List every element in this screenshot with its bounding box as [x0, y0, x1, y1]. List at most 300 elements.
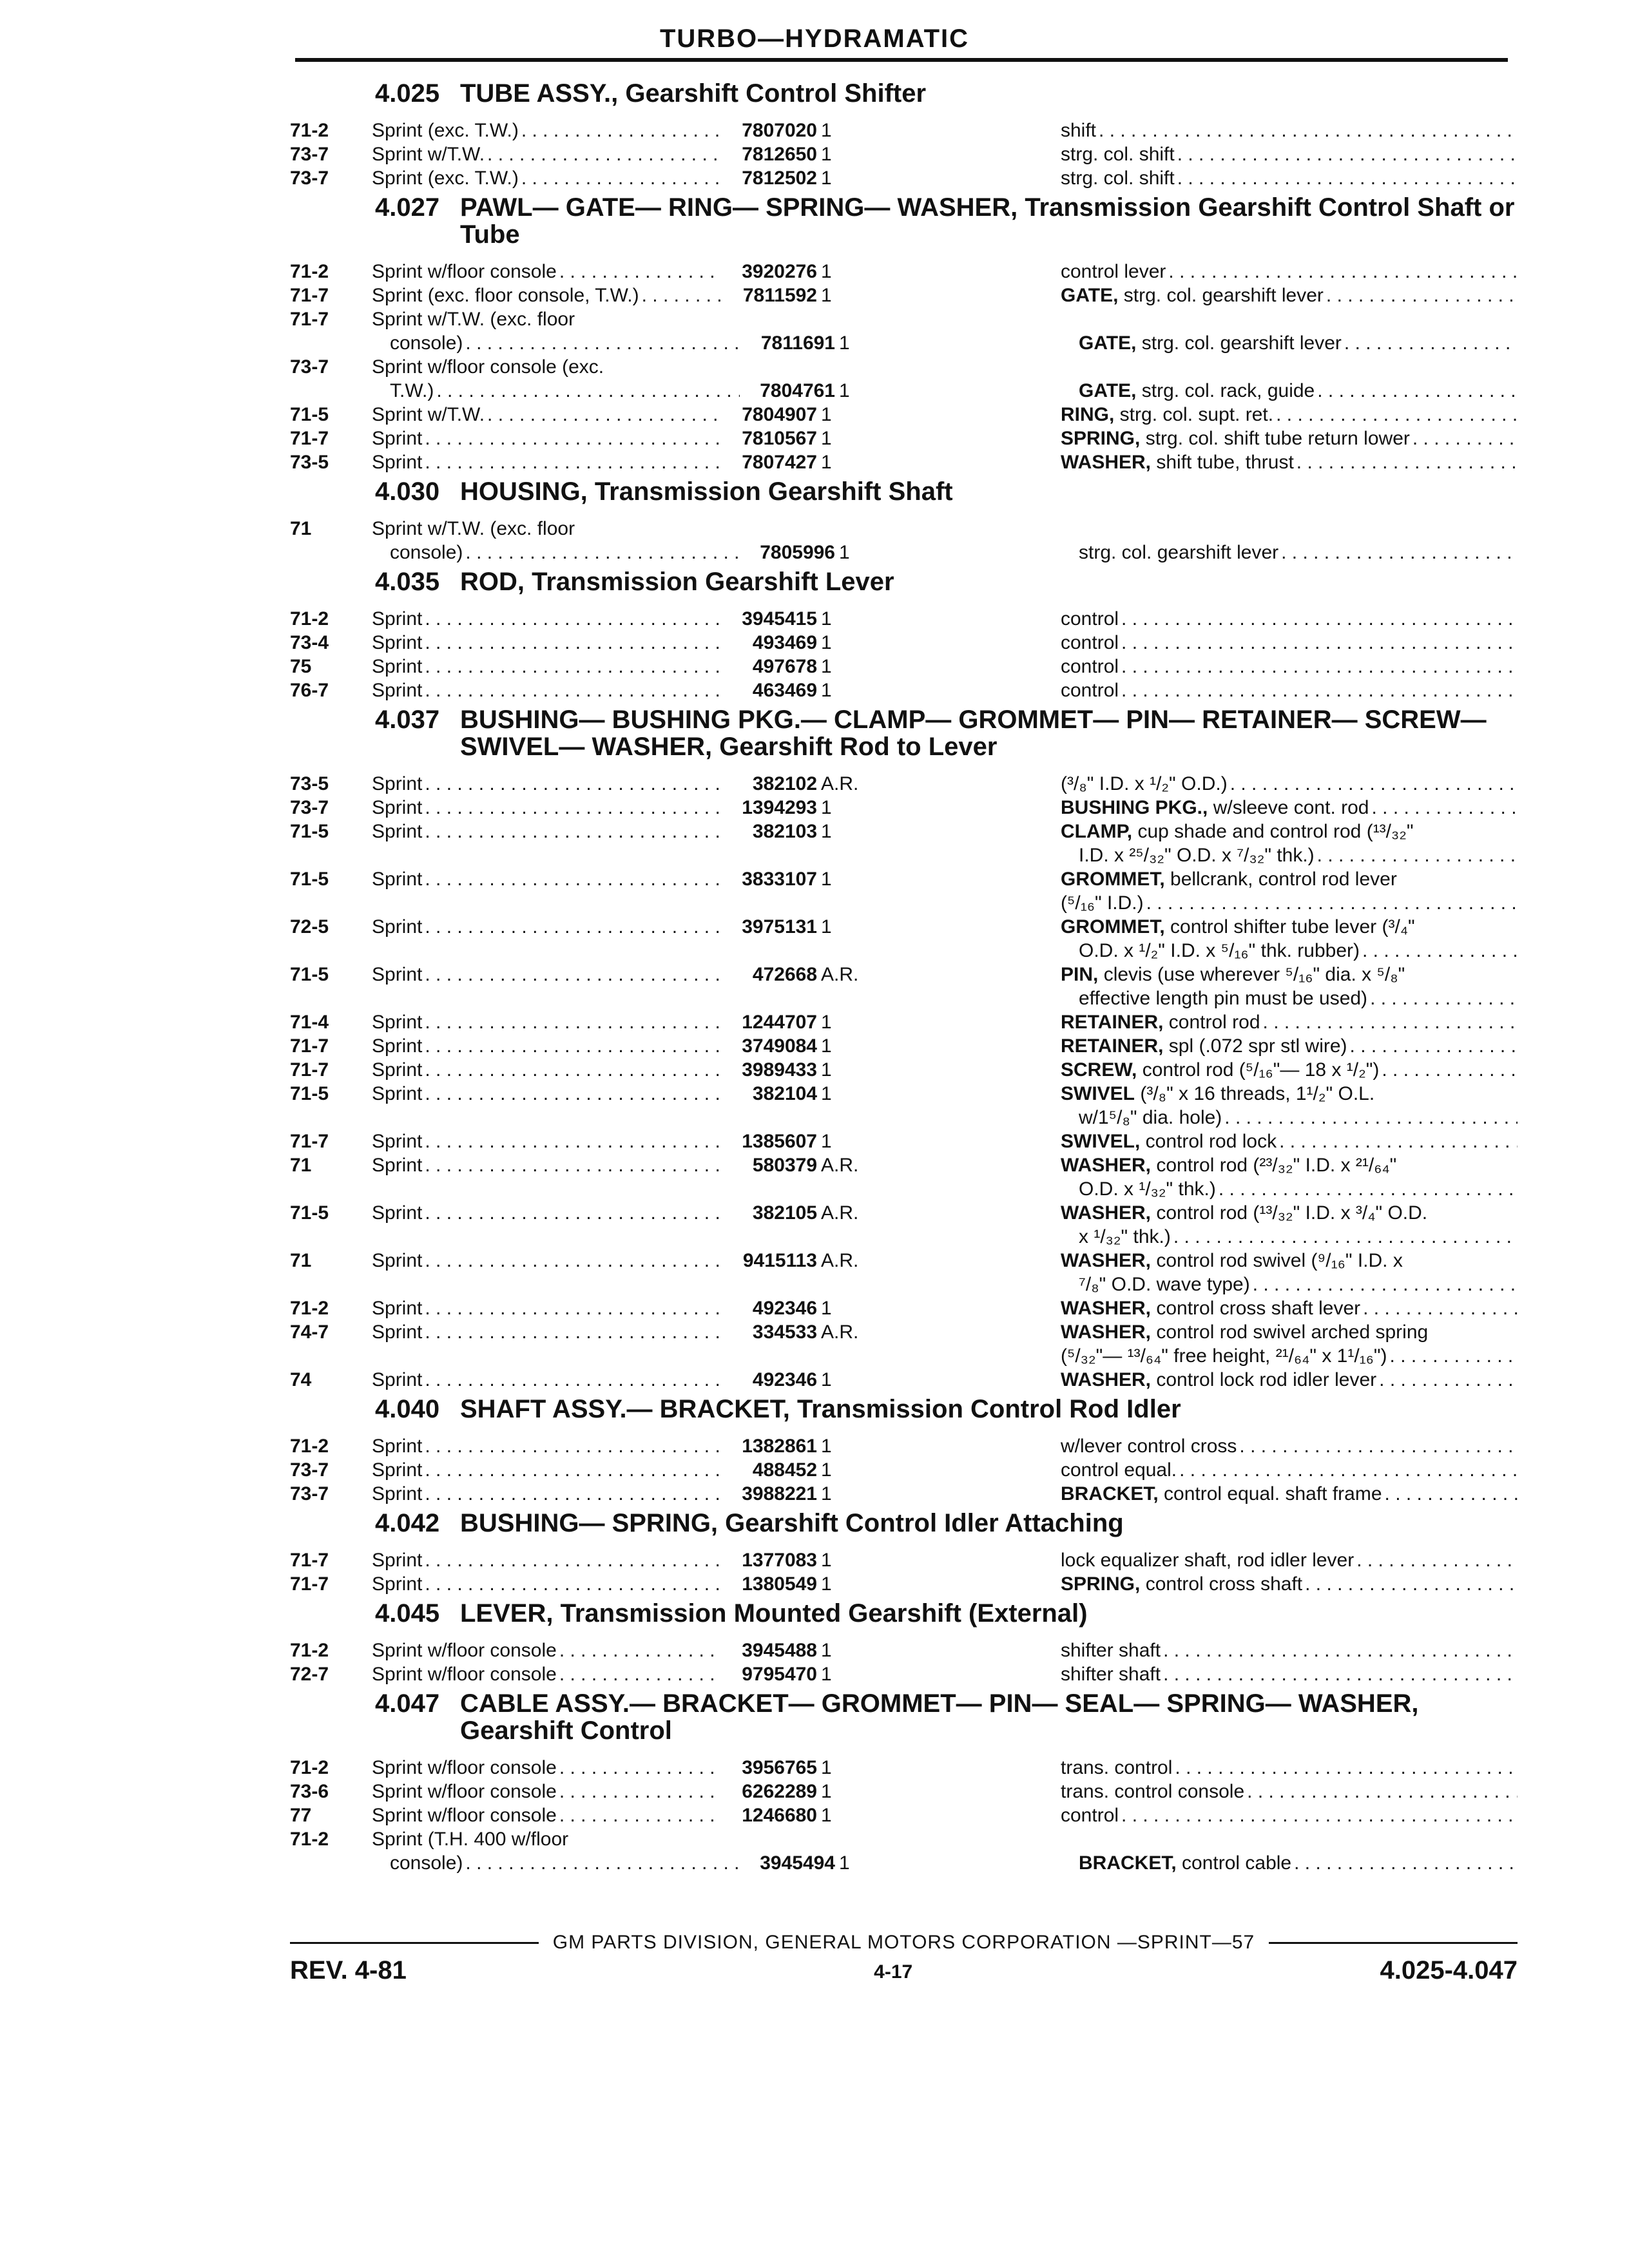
description-detail: (³/₈" x 16 threads, 1¹/₂" O.L.	[1135, 1083, 1375, 1104]
part-row	[290, 1273, 1518, 1296]
description-cell	[1061, 939, 1518, 963]
section-4-040	[290, 1396, 1518, 1506]
part-row	[290, 1296, 1518, 1320]
description-detail: w/lever control cross	[1061, 1436, 1237, 1457]
model-cell	[372, 1548, 722, 1572]
description-detail: O.D. x ¹/₂" I.D. x ⁵/₁₆" thk. rubber)	[1079, 940, 1360, 961]
model-cell	[372, 820, 722, 843]
part-row	[290, 843, 1518, 867]
description-cell	[1061, 1482, 1518, 1506]
leader-dots	[422, 772, 722, 796]
description-detail: control rod swivel (⁹/₁₆" I.D. x	[1151, 1250, 1403, 1271]
quantity: 1	[821, 1550, 832, 1571]
leader-dots	[1222, 1106, 1518, 1129]
model-name: console)	[390, 542, 463, 563]
part-number: 6262289	[742, 1781, 817, 1802]
quantity: 1	[821, 1298, 832, 1319]
footer-line	[290, 1932, 1518, 1954]
description-detail: strg. col. shift	[1061, 168, 1175, 189]
part-row	[290, 986, 1518, 1010]
part-row	[290, 1780, 1518, 1803]
model-name: Sprint	[372, 1298, 423, 1319]
description-detail: (³/₈" I.D. x ¹/₂" O.D.)	[1061, 773, 1228, 794]
part-number: 7811592	[742, 285, 817, 306]
leader-dots	[422, 655, 722, 678]
revision-label: REV. 4-81	[290, 1956, 407, 1984]
model-name: Sprint	[372, 1369, 423, 1390]
description-text	[1061, 1803, 1119, 1827]
section-range: 4.025-4.047	[1380, 1956, 1518, 1984]
leader-dots	[1216, 1177, 1518, 1201]
description-cell	[1061, 915, 1518, 939]
description-detail: shift tube, thrust	[1151, 452, 1294, 473]
model-cell	[372, 450, 722, 474]
quantity: 1	[821, 285, 832, 306]
part-number: 1246680	[742, 1805, 817, 1826]
model-years: 71	[290, 518, 312, 539]
description-text	[1061, 915, 1415, 939]
description-cell	[1061, 891, 1518, 915]
description-keyword: RING,	[1061, 404, 1115, 425]
model-name: Sprint w/floor console	[372, 1757, 557, 1778]
description-text	[1061, 1482, 1382, 1506]
leader-dots	[1119, 631, 1518, 655]
description-text	[1061, 1129, 1277, 1153]
leader-dots	[519, 119, 722, 142]
model-name: Sprint	[372, 680, 423, 701]
model-cell	[372, 331, 740, 355]
description-cell	[1061, 843, 1518, 867]
section-title: SHAFT ASSY.— BRACKET, Transmission Control Rod Idler	[460, 1395, 1181, 1423]
model-years: 71-2	[290, 1757, 329, 1778]
quantity: 1	[821, 797, 832, 818]
part-row	[290, 939, 1518, 963]
quantity: 1	[821, 1640, 832, 1661]
model-cell	[372, 1058, 722, 1082]
leader-dots	[422, 1129, 722, 1153]
part-row	[290, 1803, 1518, 1827]
description-keyword: BUSHING PKG.,	[1061, 797, 1208, 818]
model-name: T.W.)	[390, 380, 434, 401]
section-number: 4.030	[375, 477, 440, 506]
model-years: 74-7	[290, 1321, 329, 1343]
leader-dots	[1360, 939, 1518, 963]
quantity: 1	[821, 1805, 832, 1826]
quantity: 1	[821, 1757, 832, 1778]
part-number: 1385607	[742, 1131, 817, 1152]
part-row	[290, 1851, 1518, 1875]
leader-dots	[422, 1482, 722, 1506]
description-cell	[1061, 1296, 1518, 1320]
model-cell	[372, 1458, 722, 1482]
part-row	[290, 1058, 1518, 1082]
leader-dots	[557, 1639, 722, 1662]
model-years: 71-7	[290, 285, 329, 306]
leader-dots	[422, 1082, 722, 1106]
leader-dots	[422, 796, 722, 820]
part-row	[290, 1106, 1518, 1129]
part-number: 497678	[752, 656, 817, 677]
model-years: 71	[290, 1155, 312, 1176]
leader-dots	[422, 1201, 722, 1225]
description-keyword: GROMMET,	[1061, 869, 1165, 890]
part-row	[290, 1153, 1518, 1177]
part-row	[290, 1177, 1518, 1201]
leader-dots	[422, 1296, 722, 1320]
description-detail: w/sleeve cont. rod	[1208, 797, 1369, 818]
section-heading	[290, 1396, 1518, 1423]
model-cell	[372, 403, 722, 427]
part-row	[290, 331, 1518, 355]
quantity: A.R.	[821, 1155, 859, 1176]
section-title: BUSHING— SPRING, Gearshift Control Idler Attaching	[460, 1509, 1124, 1537]
footer-bottom	[290, 1956, 1518, 1985]
description-detail: trans. control console	[1061, 1781, 1245, 1802]
description-cell	[1061, 1225, 1518, 1249]
model-name: Sprint	[372, 1202, 423, 1224]
leader-dots	[1379, 1058, 1518, 1082]
model-years: 71-2	[290, 120, 329, 141]
quantity: 1	[839, 1852, 850, 1874]
model-years: 71-7	[290, 1573, 329, 1595]
quantity: 1	[821, 656, 832, 677]
description-detail: bellcrank, control rod lever	[1164, 869, 1397, 890]
description-detail: control	[1061, 680, 1119, 701]
model-years: 73-7	[290, 144, 329, 165]
description-cell	[1061, 655, 1518, 678]
description-cell	[1061, 1662, 1518, 1686]
description-cell	[1061, 1273, 1518, 1296]
leader-dots	[557, 1756, 722, 1780]
description-detail: shift	[1061, 120, 1097, 141]
model-years: 71	[290, 1250, 312, 1271]
part-number: 7811691	[760, 332, 835, 354]
description-cell	[1061, 1201, 1518, 1225]
description-keyword: WASHER,	[1061, 452, 1152, 473]
part-number: 382104	[752, 1083, 817, 1104]
model-name: console)	[390, 1852, 463, 1874]
leader-dots	[1119, 678, 1518, 702]
description-text	[1061, 119, 1096, 142]
description-cell	[1061, 796, 1518, 820]
description-cell	[1061, 1756, 1518, 1780]
model-name: Sprint w/T.W.	[372, 404, 485, 425]
part-row	[290, 517, 1518, 541]
description-keyword: SCREW,	[1061, 1059, 1137, 1081]
description-detail: control lock rod idler lever	[1151, 1369, 1377, 1390]
description-detail: control	[1061, 656, 1119, 677]
description-detail: w/1⁵/₈" dia. hole)	[1079, 1107, 1222, 1128]
part-row	[290, 260, 1518, 284]
model-cell	[372, 260, 722, 284]
model-cell	[372, 1639, 722, 1662]
leader-dots	[422, 607, 722, 631]
part-number: 7807020	[742, 120, 817, 141]
description-cell	[1061, 678, 1518, 702]
leader-dots	[422, 1034, 722, 1058]
section-number: 4.042	[375, 1509, 440, 1537]
description-cell	[1079, 1851, 1518, 1875]
quantity: 1	[821, 1083, 832, 1104]
part-row	[290, 1756, 1518, 1780]
section-title: CABLE ASSY.— BRACKET— GROMMET— PIN— SEAL— SPRING— WASHER, Gearshift Control	[460, 1689, 1419, 1745]
part-row	[290, 541, 1518, 564]
leader-dots	[519, 166, 722, 190]
description-cell	[1061, 1320, 1518, 1344]
model-years: 71-5	[290, 404, 329, 425]
description-keyword: BRACKET,	[1079, 1852, 1177, 1874]
leader-dots	[1260, 1010, 1518, 1034]
leader-dots	[557, 1662, 722, 1686]
description-text	[1079, 1851, 1291, 1875]
description-cell	[1061, 284, 1518, 307]
part-number: 3975131	[742, 916, 817, 937]
description-cell	[1061, 607, 1518, 631]
part-number: 1377083	[742, 1550, 817, 1571]
description-detail: ⁷/₈" O.D. wave type)	[1079, 1274, 1250, 1295]
leader-dots	[422, 1434, 722, 1458]
description-detail: control rod (¹³/₃₂" I.D. x ³/₄" O.D.	[1151, 1202, 1428, 1224]
part-number: 3988221	[742, 1483, 817, 1504]
leader-dots	[1387, 1344, 1518, 1368]
model-name: Sprint	[372, 1483, 423, 1504]
description-detail: control rod lock	[1140, 1131, 1277, 1152]
description-detail: strg. col. rack, guide	[1136, 380, 1315, 401]
section-number: 4.047	[375, 1689, 440, 1718]
description-keyword: SWIVEL,	[1061, 1131, 1141, 1152]
model-years: 77	[290, 1805, 312, 1826]
part-row	[290, 1572, 1518, 1596]
leader-dots	[1382, 1482, 1518, 1506]
leader-dots	[1342, 331, 1518, 355]
model-name: Sprint w/floor console	[372, 1805, 557, 1826]
description-text	[1061, 1458, 1177, 1482]
description-text	[1061, 655, 1119, 678]
description-cell	[1061, 1639, 1518, 1662]
model-years: 71-2	[290, 608, 329, 629]
description-detail: control cross shaft	[1140, 1573, 1303, 1595]
section-title: ROD, Transmission Gearshift Lever	[460, 568, 894, 596]
model-name: Sprint	[372, 797, 423, 818]
quantity: 1	[821, 869, 832, 890]
leader-dots	[1360, 1296, 1518, 1320]
section-heading	[290, 478, 1518, 505]
model-cell	[372, 427, 722, 450]
description-text	[1061, 607, 1119, 631]
model-cell	[372, 1827, 722, 1851]
description-detail: control cross shaft lever	[1151, 1298, 1361, 1319]
model-years: 73-5	[290, 773, 329, 794]
description-text	[1061, 260, 1166, 284]
part-number: 472668	[752, 964, 817, 985]
description-detail: control	[1061, 608, 1119, 629]
section-heading	[290, 1690, 1518, 1744]
model-cell	[372, 1756, 722, 1780]
description-text	[1061, 1034, 1347, 1058]
description-cell	[1061, 450, 1518, 474]
description-cell	[1061, 1034, 1518, 1058]
model-years: 71-5	[290, 1083, 329, 1104]
leader-dots	[1175, 142, 1518, 166]
leader-dots	[1315, 843, 1518, 867]
model-cell	[372, 1780, 722, 1803]
model-years: 73-7	[290, 797, 329, 818]
description-detail: O.D. x ¹/₃₂" thk.)	[1079, 1178, 1216, 1200]
part-number: 493469	[752, 632, 817, 653]
description-text	[1061, 1201, 1427, 1225]
model-name: Sprint	[372, 821, 423, 842]
part-row	[290, 1548, 1518, 1572]
model-years: 76-7	[290, 680, 329, 701]
model-cell	[372, 355, 722, 379]
section-heading	[290, 706, 1518, 760]
model-name: console)	[390, 332, 463, 354]
description-text	[1061, 963, 1405, 986]
section-number: 4.045	[375, 1599, 440, 1628]
description-text	[1061, 166, 1175, 190]
part-number: 7805996	[760, 542, 835, 563]
description-cell	[1061, 1106, 1518, 1129]
description-detail: shifter shaft	[1061, 1640, 1161, 1661]
model-cell	[372, 631, 722, 655]
part-row	[290, 772, 1518, 796]
model-years: 73-7	[290, 1483, 329, 1504]
part-row	[290, 1201, 1518, 1225]
part-row	[290, 355, 1518, 379]
quantity: 1	[821, 1781, 832, 1802]
leader-dots	[1315, 379, 1518, 403]
part-row	[290, 678, 1518, 702]
part-number: 488452	[752, 1459, 817, 1481]
model-name: Sprint	[372, 1012, 423, 1033]
description-text	[1079, 843, 1315, 867]
part-row	[290, 891, 1518, 915]
model-name: Sprint	[372, 428, 423, 449]
description-cell	[1061, 1368, 1518, 1392]
description-text	[1079, 986, 1367, 1010]
part-number: 3989433	[742, 1059, 817, 1081]
section-heading	[290, 1510, 1518, 1537]
model-years: 72-5	[290, 916, 329, 937]
description-cell	[1061, 1344, 1518, 1368]
part-row	[290, 1639, 1518, 1662]
part-number: 3749084	[742, 1035, 817, 1057]
model-name: Sprint	[372, 632, 423, 653]
description-text	[1061, 772, 1228, 796]
quantity: 1	[821, 608, 832, 629]
model-cell	[372, 541, 740, 564]
leader-dots	[1237, 1434, 1518, 1458]
quantity: A.R.	[821, 1321, 859, 1343]
part-number: 382105	[752, 1202, 817, 1224]
section-heading	[290, 1600, 1518, 1627]
leader-dots	[422, 1458, 722, 1482]
leader-dots	[422, 678, 722, 702]
description-cell	[1079, 541, 1518, 564]
quantity: 1	[821, 821, 832, 842]
model-years: 71-7	[290, 1059, 329, 1081]
leader-dots	[1354, 1548, 1518, 1572]
part-number: 3945415	[742, 608, 817, 629]
description-cell	[1061, 403, 1518, 427]
leader-dots	[1244, 1780, 1518, 1803]
description-detail: strg. col. gearshift lever	[1079, 542, 1279, 563]
quantity: 1	[821, 916, 832, 937]
description-detail: control	[1061, 1805, 1119, 1826]
model-years: 71-2	[290, 1640, 329, 1661]
model-cell	[372, 1434, 722, 1458]
quantity: A.R.	[821, 1250, 859, 1271]
quantity: 1	[821, 168, 832, 189]
part-number: 1380549	[742, 1573, 817, 1595]
leader-dots	[1324, 284, 1518, 307]
section-4-047	[290, 1690, 1518, 1875]
model-years: 71-5	[290, 964, 329, 985]
description-detail: control	[1061, 632, 1119, 653]
description-detail: strg. col. shift	[1061, 144, 1175, 165]
model-years: 74	[290, 1369, 312, 1390]
model-name: Sprint	[372, 1573, 423, 1595]
description-text	[1061, 1780, 1244, 1803]
footer-rule-left	[290, 1942, 539, 1944]
leader-dots	[1228, 772, 1518, 796]
part-row	[290, 403, 1518, 427]
description-keyword: SPRING,	[1061, 1573, 1141, 1595]
leader-dots	[1119, 607, 1518, 631]
leader-dots	[1177, 1458, 1518, 1482]
part-row	[290, 607, 1518, 631]
part-number: 492346	[752, 1298, 817, 1319]
model-cell	[372, 1482, 722, 1506]
part-row	[290, 450, 1518, 474]
leader-dots	[422, 820, 722, 843]
section-number: 4.025	[375, 79, 440, 108]
section-number: 4.037	[375, 706, 440, 734]
description-text	[1061, 1756, 1172, 1780]
model-cell	[372, 1572, 722, 1596]
quantity: 1	[821, 428, 832, 449]
model-cell	[372, 772, 722, 796]
section-4-030	[290, 478, 1518, 564]
description-cell	[1061, 986, 1518, 1010]
description-cell	[1061, 867, 1518, 891]
part-row	[290, 1482, 1518, 1506]
part-number: 3945488	[742, 1640, 817, 1661]
description-cell	[1061, 1803, 1518, 1827]
part-row	[290, 963, 1518, 986]
model-years: 71-2	[290, 1436, 329, 1457]
leader-dots	[557, 260, 722, 284]
leader-dots	[639, 284, 722, 307]
part-row	[290, 1827, 1518, 1851]
description-text	[1061, 796, 1369, 820]
model-cell	[372, 1851, 740, 1875]
model-cell	[372, 655, 722, 678]
description-keyword: WASHER,	[1061, 1321, 1152, 1343]
part-row	[290, 1320, 1518, 1344]
model-name: Sprint	[372, 773, 423, 794]
quantity: 1	[839, 380, 850, 401]
description-text	[1079, 1106, 1222, 1129]
leader-dots	[1166, 260, 1518, 284]
model-name: Sprint	[372, 1436, 423, 1457]
model-name: Sprint	[372, 869, 423, 890]
model-years: 71-5	[290, 1202, 329, 1224]
description-cell	[1061, 1082, 1518, 1106]
quantity: 1	[821, 1573, 832, 1595]
description-text	[1061, 1058, 1379, 1082]
leader-dots	[463, 1851, 740, 1875]
